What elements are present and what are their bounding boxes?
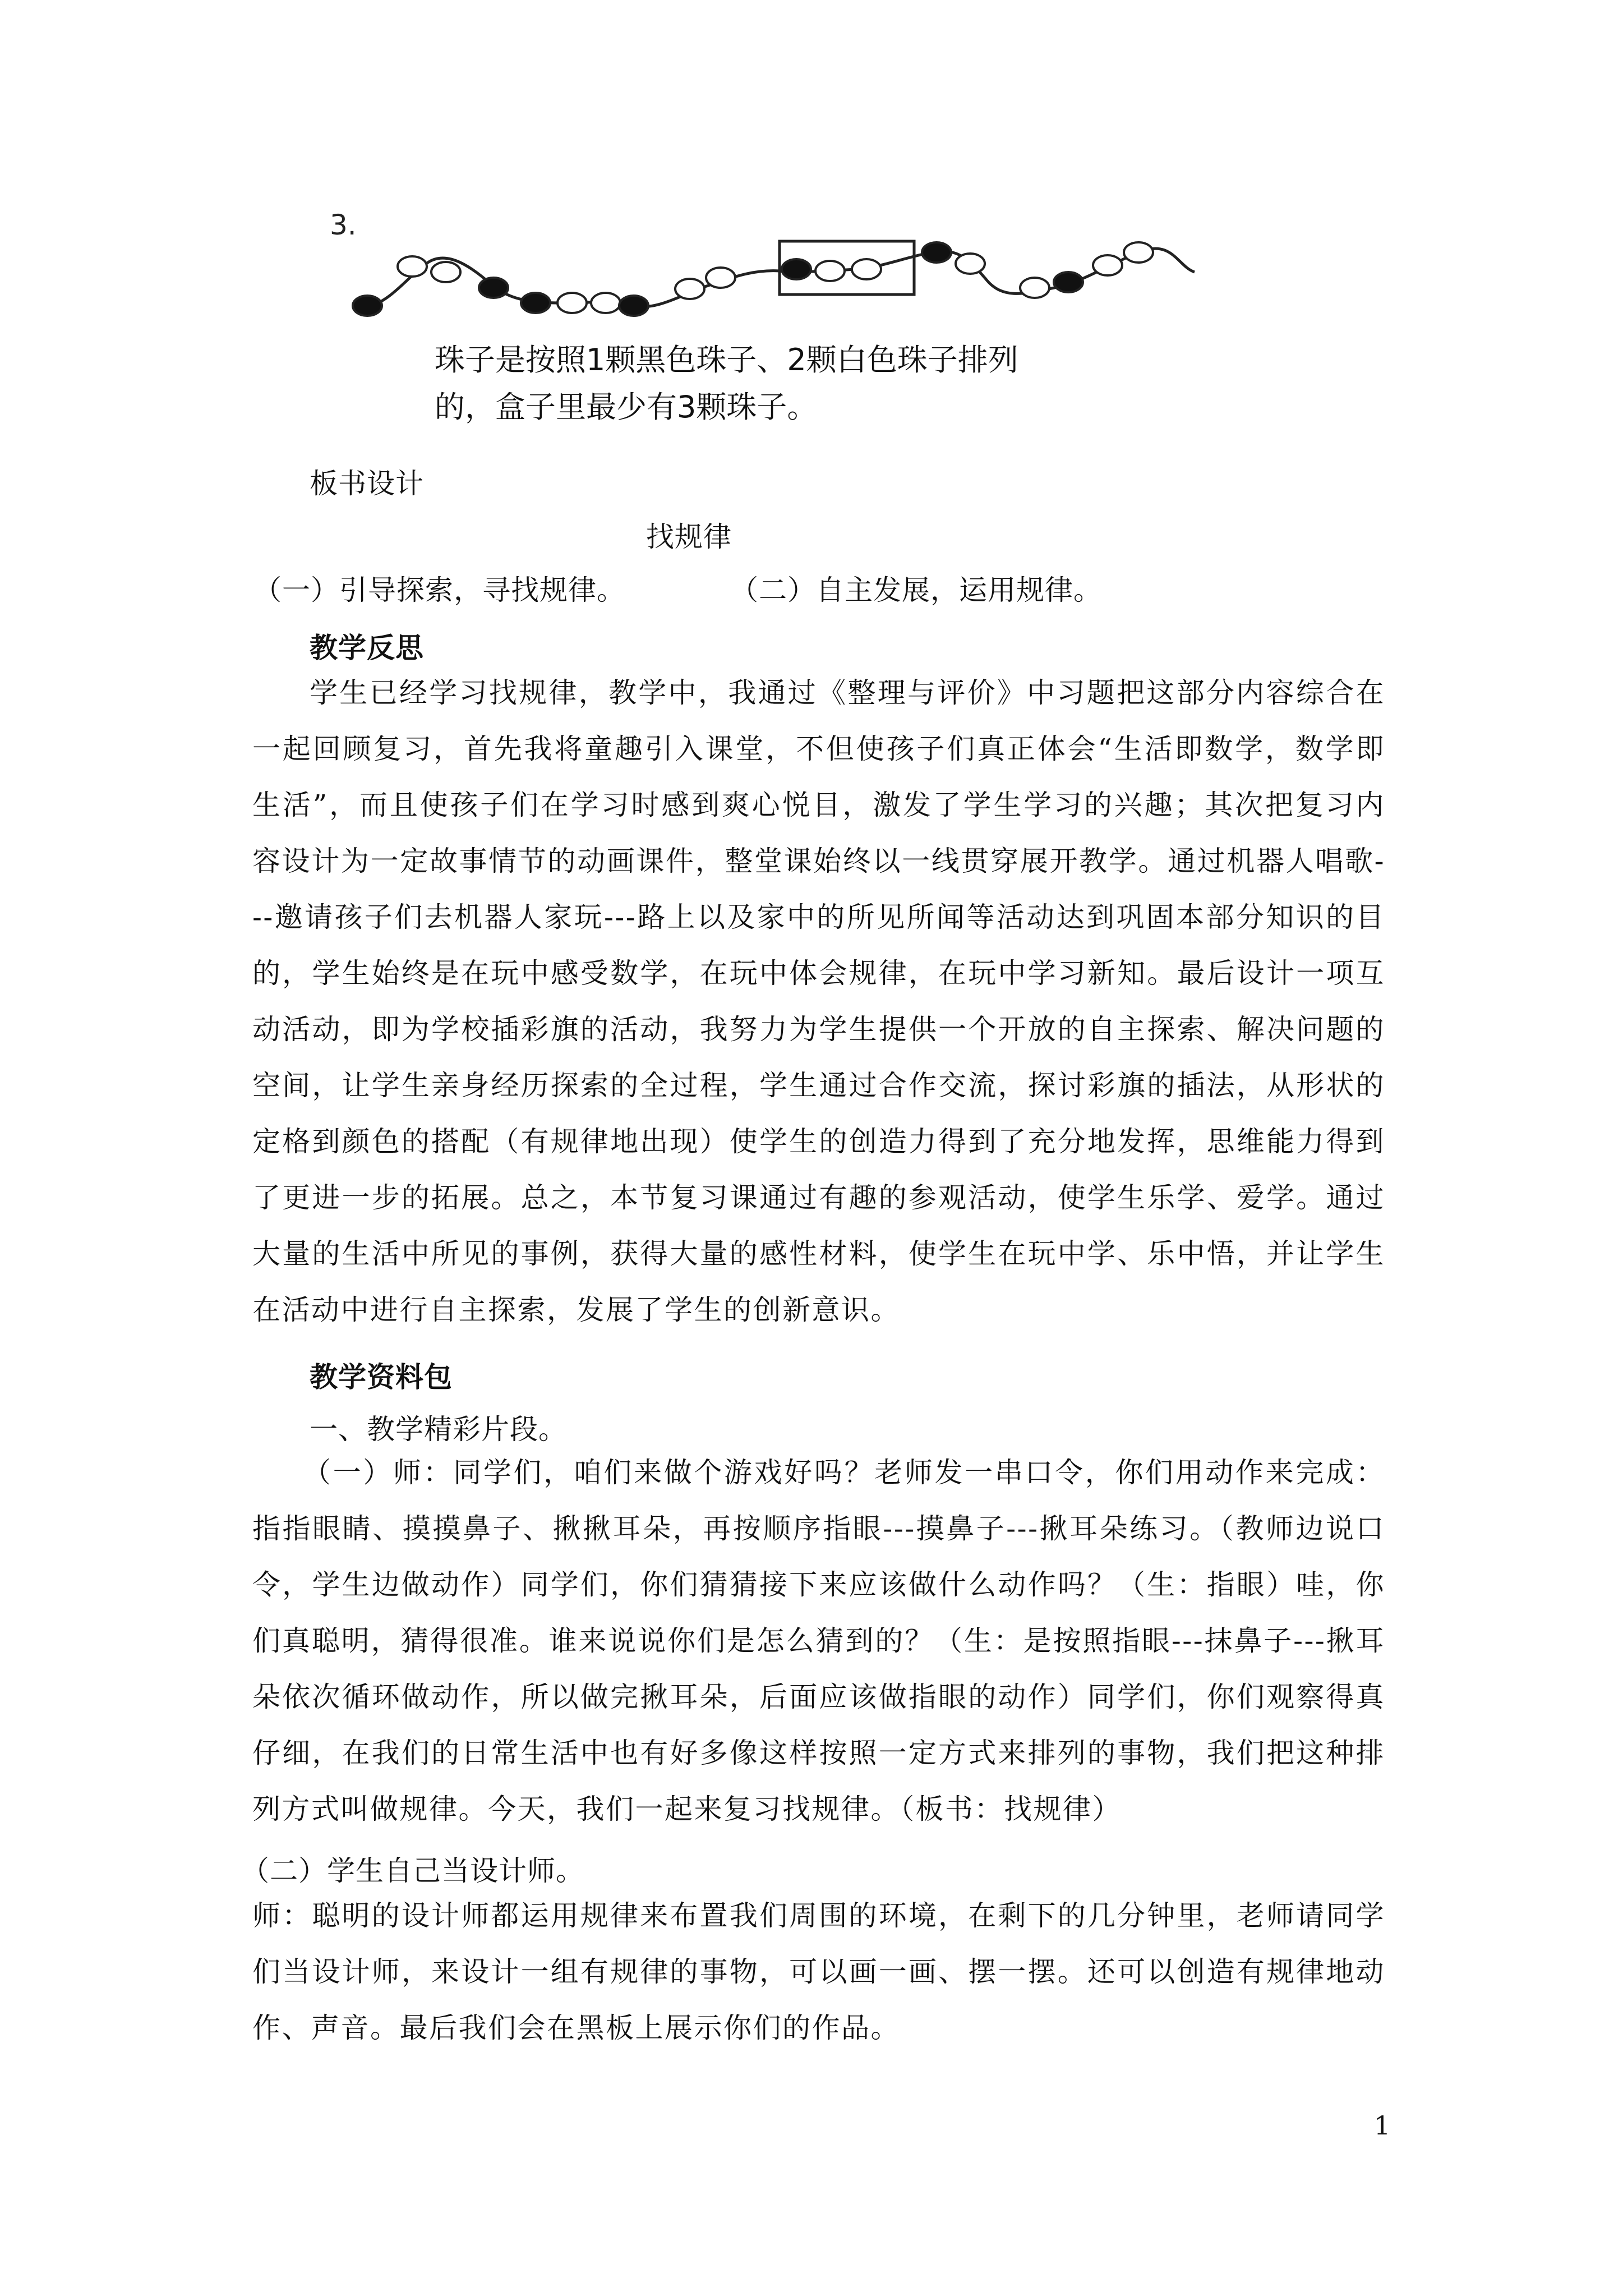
white-bead: [706, 268, 735, 288]
white-bead: [852, 259, 881, 279]
white-bead: [956, 254, 985, 274]
board-title: 找规律: [646, 521, 732, 553]
black-bead: [353, 296, 382, 316]
board-item-2: （二）自主发展，运用规律。: [730, 574, 1102, 606]
white-bead: [1020, 278, 1049, 298]
white-bead: [398, 256, 427, 277]
white-bead: [557, 293, 587, 313]
snippet-part-2-body: 师：聪明的设计师都运用规律来布置我们周围的环境，在剩下的几分钟里，老师请同学们当设计师，来设计一组有规律的事物，可以画一画、摆一摆。还可以创造有规律地动作、声音。最后我们会在黑板上展示你们的作品。: [252, 1899, 1385, 2044]
black-bead: [1054, 272, 1083, 292]
page-number: 1: [1374, 2110, 1391, 2141]
figure-number: 3.: [330, 209, 357, 241]
resources-section-1: 一、教学精彩片段。: [310, 1413, 567, 1446]
bead-string-figure: [348, 222, 1200, 328]
caption-line-2: 的，盒子里最少有3颗珠子。: [435, 389, 818, 425]
white-bead: [591, 293, 620, 313]
board-design-label: 板书设计: [310, 467, 424, 500]
snippet-part-2-title: （二）学生自己当设计师。: [241, 1855, 584, 1887]
reflection-body: 学生已经学习找规律，教学中，我通过《整理与评价》中习题把这部分内容综合在一起回顾复习，首先我将童趣引入课堂，不但使孩子们真正体会“生活即数学，数学即生活”，而且使孩子们在学习时感到爽心悦目，激发了学生学习的兴趣；其次把复习内容设计为一定故事情节的动画课件，整堂课始终以一线贯穿展开教学。通过机器人唱歌---邀请孩子们去机器人家玩---路上以及家中的所见所闻等活动达到巩固本部分知识的目的，学生始终是在玩中感受数学，在玩中体会规律，在玩中学习新知。最后设计一项互动活动，即为学校插彩旗的活动，我努力为学生提供一个开放的自主探索、解决问题的空间，让学生亲身经历探索的全过程，学生通过合作交流，探讨彩旗的插法，从形状的定格到颜色的搭配（有规律地出现）使学生的创造力得到了充分地发挥，思维能力得到了更进一步的拓展。总之，本节复习课通过有趣的参观活动，使学生乐学、爱学。通过大量的生活中所见的事例，获得大量的感性材料，使学生在玩中学、乐中悟，并让学生在活动中进行自主探索，发展了学生的创新意识。: [252, 677, 1385, 1326]
black-bead: [521, 293, 550, 313]
resources-heading: 教学资料包: [310, 1360, 453, 1393]
white-bead: [1124, 242, 1153, 263]
white-bead: [815, 261, 845, 281]
black-bead: [479, 278, 508, 298]
board-item-1: （一）引导探索，寻找规律。: [253, 574, 625, 606]
black-bead: [782, 259, 811, 279]
caption-line-1: 珠子是按照1颗黑色珠子、2颗白色珠子排列: [435, 342, 1018, 378]
white-bead: [1093, 255, 1122, 275]
snippet-part-1: （一）师：同学们，咱们来做个游戏好吗？老师发一串口令，你们用动作来完成：指指眼睛、摸摸鼻子、揪揪耳朵，再按顺序指眼---摸鼻子---揪耳朵练习。（教师边说口令，学生边做动作）同学们，你们猜猜接下来应该做什么动作吗？（生：指眼）哇，你们真聪明，猜得很准。谁来说说你们是怎么猜到的？（生：是按照指眼---抹鼻子---揪耳朵依次循环做动作，所以做完揪耳朵，后面应该做指眼的动作）同学们，你们观察得真仔细，在我们的日常生活中也有好多像这样按照一定方式来排列的事物，我们把这种排列方式叫做规律。今天，我们一起来复习找规律。（板书：找规律）: [252, 1456, 1385, 1825]
black-bead: [922, 242, 951, 263]
reflection-heading: 教学反思: [310, 631, 424, 664]
figure-caption: [435, 337, 1108, 431]
white-bead: [675, 279, 704, 299]
black-bead: [619, 296, 648, 316]
white-bead: [431, 262, 460, 282]
